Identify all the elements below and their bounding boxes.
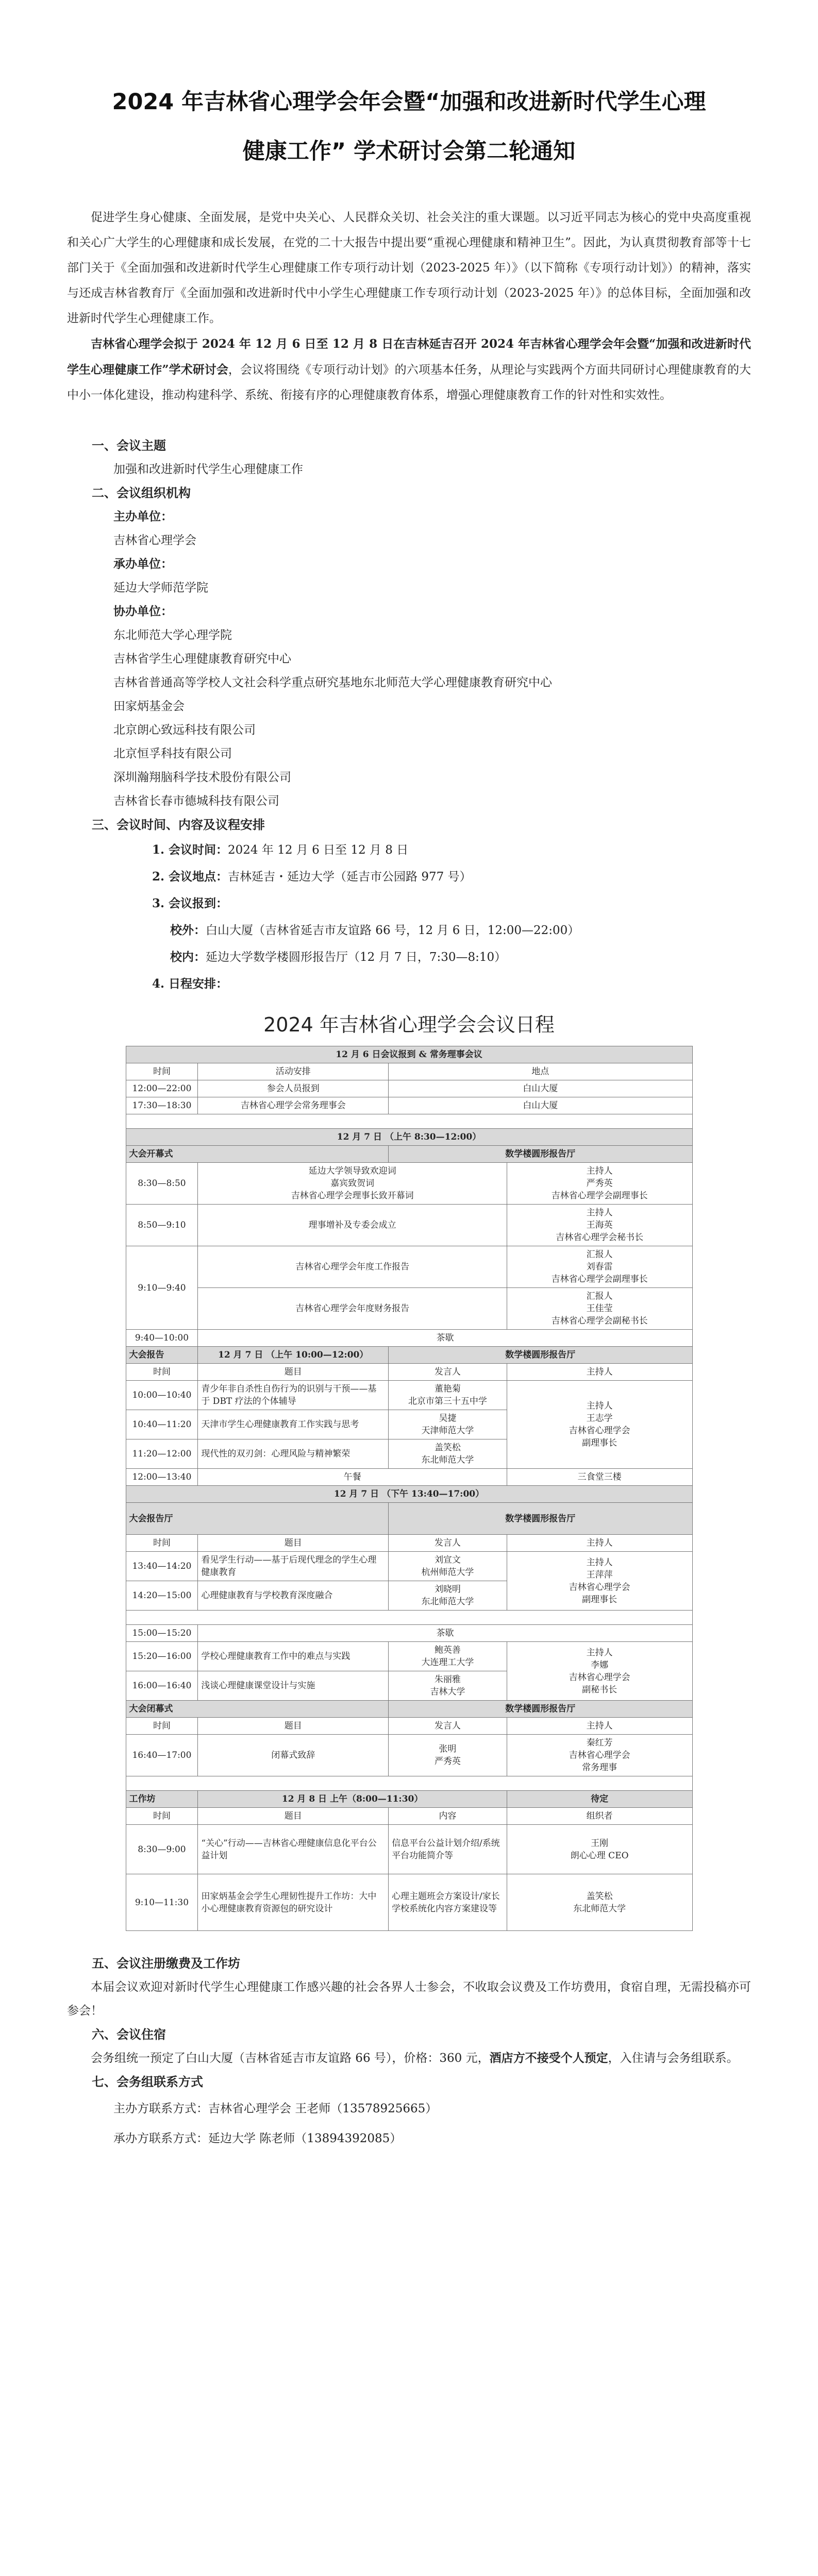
- co-organizer-item: 东北师范大学心理学院: [113, 629, 232, 642]
- row-time: 17:30—18:30: [126, 1097, 198, 1114]
- row-topic: 田家炳基金会学生心理韧性提升工作坊：大中小心理健康教育资源包的研究设计: [198, 1874, 389, 1931]
- contact-organizer: 承办方联系方式：延边大学 陈老师（13894392085）: [113, 2132, 402, 2145]
- registration-oncampus: [67, 944, 751, 971]
- col-time: 时间: [126, 1718, 198, 1735]
- row-speaker: 鲍英善 大连理工大学: [389, 1642, 507, 1671]
- co-organizer-label: 协办单位：: [113, 604, 173, 618]
- col-time: 时间: [126, 1535, 198, 1552]
- conference-theme: 加强和改进新时代学生心理健康工作: [113, 463, 303, 476]
- row-time: 8:30—8:50: [126, 1163, 198, 1205]
- row-speaker: 张明 严秀英: [389, 1735, 507, 1776]
- workshop-place: 待定: [507, 1791, 692, 1808]
- host-org: 吉林省心理学会: [113, 534, 196, 547]
- opening-place: 数学楼圆形报告厅: [389, 1146, 692, 1163]
- row-activity: 理事增补及专委会成立: [198, 1205, 507, 1246]
- row-time: 15:20—16:00: [126, 1642, 198, 1671]
- row-speaker: 吴捷 天津师范大学: [389, 1410, 507, 1439]
- row-topic: 天津市学生心理健康教育工作实践与思考: [198, 1410, 389, 1439]
- co-organizer-item: 吉林省学生心理健康教育研究中心: [113, 652, 291, 666]
- col-topic: 题目: [198, 1535, 389, 1552]
- row-activity: 吉林省心理学会年度财务报告: [198, 1288, 507, 1330]
- col-host: 主持人: [507, 1364, 692, 1381]
- meeting-venue-value: 吉林延吉・延边大学（延吉市公园路 977 号）: [228, 870, 472, 884]
- section-5-text: 本届会议欢迎对新时代学生心理健康工作感兴趣的社会各界人士参会，不收取会议费及工作坊费用，食宿自理，无需投稿亦可参会！: [67, 1980, 751, 2018]
- row-speaker: 盖笑松 东北师范大学: [389, 1439, 507, 1469]
- intro-bold-text: 吉林省心理学会拟于 2024 年 12 月 6 日至 12 月 8 日在吉林延吉召开 2024 年吉林省心理学会年会暨“加强和改进新时代学生心理健康工作”学术研讨会: [67, 337, 751, 377]
- am-report-place: 数学楼圆形报告厅: [389, 1347, 692, 1364]
- section-3-heading: 三、会议时间、内容及议程安排: [92, 817, 265, 832]
- pm-report-label: 大会报告厅: [126, 1503, 389, 1535]
- row-host: 主持人 严秀英 吉林省心理学会副理事长: [507, 1163, 692, 1205]
- meeting-venue-label: 2. 会议地点：: [152, 870, 228, 884]
- row-topic: 看见学生行动——基于后现代理念的学生心理健康教育: [198, 1552, 389, 1581]
- col-content: 内容: [389, 1808, 507, 1825]
- pm-report-place: 数学楼圆形报告厅: [389, 1503, 692, 1535]
- day7-afternoon-header: 12 月 7 日 （下午 13:40—17:00）: [126, 1486, 692, 1503]
- lunch: 午餐: [198, 1469, 507, 1486]
- row-topic: 闭幕式致辞: [198, 1735, 389, 1776]
- day6-header: 12 月 6 日会议报到 & 常务理事会议: [126, 1046, 692, 1063]
- row-topic: 浅谈心理健康课堂设计与实施: [198, 1671, 389, 1701]
- pm-host-2: 主持人 李娜 吉林省心理学会 副秘书长: [507, 1642, 692, 1701]
- schedule-label: 4. 日程安排：: [152, 977, 228, 991]
- row-host: 汇报人 刘春雷 吉林省心理学会副理事长: [507, 1246, 692, 1288]
- oncampus-value: 延边大学数学楼圆形报告厅（12 月 7 日，7:30—8:10）: [206, 951, 507, 964]
- title-line-2: 健康工作” 学术研讨会第二轮通知: [242, 139, 576, 164]
- row-speaker: 董艳菊 北京市第三十五中学: [389, 1381, 507, 1410]
- row-topic: 心理健康教育与学校教育深度融合: [198, 1581, 389, 1611]
- co-organizer-item: 吉林省长春市德城科技有限公司: [113, 794, 279, 808]
- col-organizer: 组织者: [507, 1808, 692, 1825]
- col-speaker: 发言人: [389, 1364, 507, 1381]
- col-topic: 题目: [198, 1718, 389, 1735]
- intro-paragraph-2: [67, 331, 751, 408]
- registration: [67, 890, 751, 917]
- host-label: 主办单位：: [113, 510, 173, 523]
- row-time: 9:40—10:00: [126, 1330, 198, 1347]
- section-6-heading: 六、会议住宿: [92, 2027, 166, 2042]
- row-activity: 茶歇: [198, 1330, 692, 1347]
- col-host: 主持人: [507, 1535, 692, 1552]
- col-time: 时间: [126, 1364, 198, 1381]
- title-line-1: 2024 年吉林省心理学会年会暨“加强和改进新时代学生心理: [112, 89, 706, 115]
- row-content: 信息平台公益计划介绍/系统平台功能简介等: [389, 1825, 507, 1874]
- col-speaker: 发言人: [389, 1718, 507, 1735]
- row-topic: 现代性的双刃剑：心理风险与精神繁荣: [198, 1439, 389, 1469]
- row-organizer: 盖笑松 东北师范大学: [507, 1874, 692, 1931]
- col-speaker: 发言人: [389, 1535, 507, 1552]
- pm-host-1: 主持人 王萍萍 吉林省心理学会 副理事长: [507, 1552, 692, 1611]
- registration-label: 3. 会议报到：: [152, 896, 228, 910]
- row-time: 14:20—15:00: [126, 1581, 198, 1611]
- notice-title: [67, 77, 751, 176]
- section-6-text-b: 酒店方不接受个人预定: [489, 2051, 608, 2065]
- row-time: 16:40—17:00: [126, 1735, 198, 1776]
- row-topic: 学校心理健康教育工作中的难点与实践: [198, 1642, 389, 1671]
- row-time: 16:00—16:40: [126, 1671, 198, 1701]
- row-time: 9:10—9:40: [126, 1246, 198, 1330]
- row-speaker: 刘晓明 东北师范大学: [389, 1581, 507, 1611]
- section-6-text-c: ，入住请与会务组联系。: [608, 2052, 739, 2065]
- schedule-title: 2024 年吉林省心理学会会议日程: [263, 1013, 555, 1036]
- co-organizer-item: 深圳瀚翔脑科学技术股份有限公司: [113, 771, 291, 784]
- row-topic: “关心”行动——吉林省心理健康信息化平台公益计划: [198, 1825, 389, 1874]
- meeting-venue: [67, 863, 751, 890]
- row-time: 10:00—10:40: [126, 1381, 198, 1410]
- row-time: 15:00—15:20: [126, 1625, 198, 1642]
- row-time: 13:40—14:20: [126, 1552, 198, 1581]
- meeting-time-value: 2024 年 12 月 6 日至 12 月 8 日: [228, 843, 409, 857]
- co-organizer-item: 北京恒孚科技有限公司: [113, 747, 232, 760]
- row-content: 心理主题班会方案设计/家长学校系统化内容方案建设等: [389, 1874, 507, 1931]
- col-host: 主持人: [507, 1718, 692, 1735]
- schedule-table: [126, 1046, 693, 1931]
- section-6-text: [67, 2046, 751, 2070]
- oncampus-label: 校内：: [170, 950, 206, 964]
- row-topic: 青少年非自杀性自伤行为的识别与干预——基于 DBT 疗法的个体辅导: [198, 1381, 389, 1410]
- row-place: 白山大厦: [389, 1080, 692, 1097]
- col-activity: 活动安排: [198, 1063, 389, 1080]
- section-5-heading: 五、会议注册缴费及工作坊: [92, 1956, 240, 1971]
- organizer-org: 延边大学师范学院: [113, 581, 208, 595]
- co-organizer-item: 北京朗心致远科技有限公司: [113, 723, 256, 737]
- row-organizer: 王刚 朗心心理 CEO: [507, 1825, 692, 1874]
- row-activity: 参会人员报到: [198, 1080, 389, 1097]
- co-organizer-item: 田家炳基金会: [113, 700, 185, 713]
- section-1-heading: 一、会议主题: [92, 438, 166, 453]
- intro-rest-text: ，会议将围绕《专项行动计划》的六项基本任务，从理论与实践两个方面共同研讨心理健康教育的大中小一体化建设，推动构建科学、系统、衔接有序的心理健康教育体系，增强心理健康教育工作的针对性和实效性。: [67, 363, 752, 402]
- row-time: 10:40—11:20: [126, 1410, 198, 1439]
- row-time: 12:00—22:00: [126, 1080, 198, 1097]
- opening-label: 大会开幕式: [126, 1146, 389, 1163]
- schedule-label-line: [67, 971, 751, 997]
- row-place: 白山大厦: [389, 1097, 692, 1114]
- row-speaker: 朱丽雅 吉林大学: [389, 1671, 507, 1701]
- meeting-time: [67, 837, 751, 863]
- row-time: 8:30—9:00: [126, 1825, 198, 1874]
- col-topic: 题目: [198, 1808, 389, 1825]
- day7-morning-header: 12 月 7 日 （上午 8:30—12:00）: [126, 1129, 692, 1146]
- row-activity: 延边大学领导致欢迎词 嘉宾致贺词 吉林省心理学会理事长致开幕词: [198, 1163, 507, 1205]
- workshop-time: 12 月 8 日 上午（8:00—11:30）: [198, 1791, 507, 1808]
- row-host: 汇报人 王佳莹 吉林省心理学会副秘书长: [507, 1288, 692, 1330]
- intro-paragraph-1: 促进学生身心健康、全面发展，是党中央关心、人民群众关切、社会关注的重大课题。以习近平同志为核心的党中央高度重视和关心广大学生的心理健康和成长发展，在党的二十大报告中提出要“重视心理健康和精神卫生”。因此，为认真贯彻教育部等十七部门关于《全面加强和改进新时代学生心理健康工作专项行动计划（2023-2025 年）》（以下简称《专项行动计划》）的精神，落实与还成吉林省教育厅《全面加强和改进新时代中小学生心理健康工作专项行动计划（2023-2025 年）》的总体目标，全面加强和改进新时代学生心理健康工作。: [67, 211, 751, 325]
- am-host: 主持人 王志学 吉林省心理学会 副理事长: [507, 1381, 692, 1469]
- closing-place: 数学楼圆形报告厅: [389, 1701, 692, 1718]
- row-activity: 吉林省心理学会年度工作报告: [198, 1246, 507, 1288]
- lunch-place: 三食堂三楼: [507, 1469, 692, 1486]
- offcampus-label: 校外：: [170, 923, 206, 937]
- row-time: 9:10—11:30: [126, 1874, 198, 1931]
- am-report-label: 大会报告: [126, 1347, 198, 1364]
- col-time: 时间: [126, 1063, 198, 1080]
- organizer-label: 承办单位：: [113, 557, 173, 571]
- co-organizer-item: 吉林省普通高等学校人文社会科学重点研究基地东北师范大学心理健康教育研究中心: [113, 676, 552, 689]
- row-time: 8:50—9:10: [126, 1205, 198, 1246]
- section-2-heading: 二、会议组织机构: [92, 485, 191, 500]
- col-time: 时间: [126, 1808, 198, 1825]
- section-7-heading: 七、会务组联系方式: [92, 2074, 203, 2089]
- closing-label: 大会闭幕式: [126, 1701, 389, 1718]
- row-activity: 吉林省心理学会常务理事会: [198, 1097, 389, 1114]
- workshop-label: 工作坊: [126, 1791, 198, 1808]
- contact-host: 主办方联系方式：吉林省心理学会 王老师（13578925665）: [113, 2102, 438, 2115]
- row-time: 12:00—13:40: [126, 1469, 198, 1486]
- row-time: 11:20—12:00: [126, 1439, 198, 1469]
- registration-offcampus: [67, 917, 751, 944]
- offcampus-value: 白山大厦（吉林省延吉市友谊路 66 号，12 月 6 日，12:00—22:00）: [206, 924, 580, 937]
- row-speaker: 刘宣文 杭州师范大学: [389, 1552, 507, 1581]
- col-place: 地点: [389, 1063, 692, 1080]
- section-6-text-a: 会务组统一预定了白山大厦（吉林省延吉市友谊路 66 号），价格：360 元，: [91, 2052, 490, 2065]
- row-host: 主持人 王海英 吉林省心理学会秘书长: [507, 1205, 692, 1246]
- col-topic: 题目: [198, 1364, 389, 1381]
- row-host: 秦红芳 吉林省心理学会 常务理事: [507, 1735, 692, 1776]
- am-report-time: 12 月 7 日 （上午 10:00—12:00）: [198, 1347, 389, 1364]
- meeting-time-label: 1. 会议时间：: [152, 843, 228, 857]
- tea-break: 茶歇: [198, 1625, 692, 1642]
